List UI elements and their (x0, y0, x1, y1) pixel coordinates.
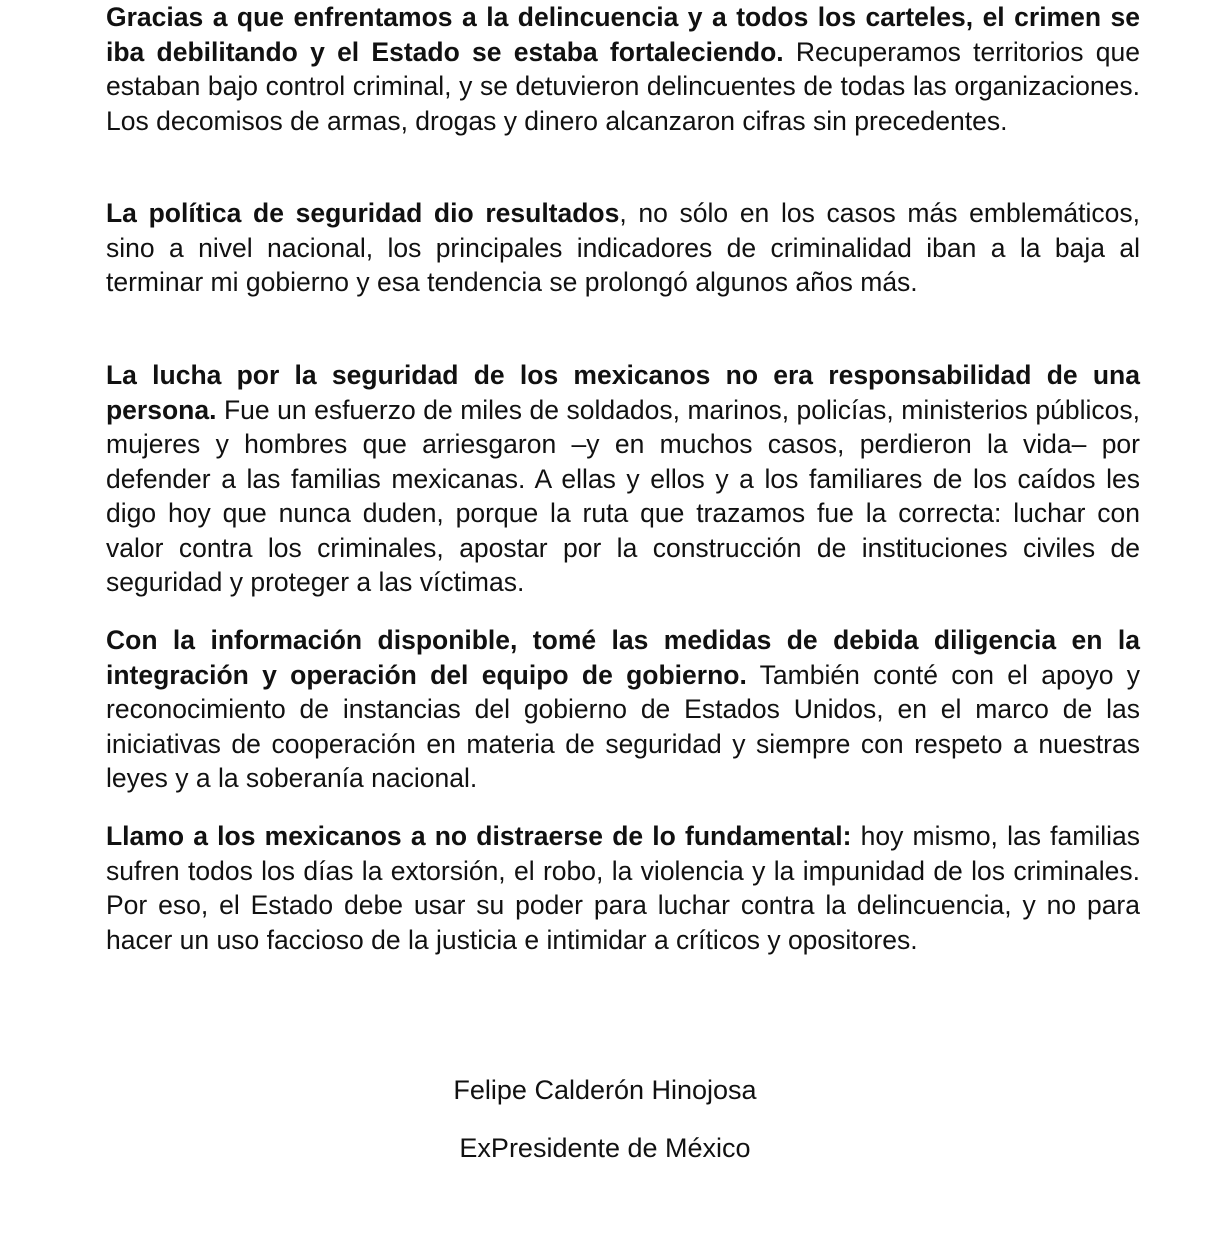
paragraph-5-text: hoy mismo, las familias sufren todos los días la extorsión, el robo, la violencia y la impunidad de los criminales. Por eso, el Estado debe usar su poder para luchar contra la delincuencia, y no para hacer un uso faccioso de la justicia e intimidar a críticos y opositores. (106, 821, 1140, 955)
paragraph-2 (106, 196, 1140, 300)
paragraph-1-bold: Gracias a que enfrentamos a la delincuencia y a todos los carteles, el crimen se iba debilitando y el Estado se estaba fortaleciendo. (106, 2, 1140, 67)
paragraph-5-bold: Llamo a los mexicanos a no distraerse de lo fundamental: (106, 821, 852, 851)
paragraph-4-text: También conté con el apoyo y reconocimiento de instancias del gobierno de Estados Unidos, en el marco de las iniciativas de cooperación en materia de seguridad y siempre con respeto a nuestras leyes y a la soberanía nacional. (106, 659, 1140, 793)
paragraph-5 (106, 819, 1140, 957)
paragraph-3-bold: La lucha por la seguridad de los mexicanos no era responsabilidad de una persona. (106, 360, 1140, 425)
paragraph-3 (106, 358, 1140, 600)
signature-name: Felipe Calderón Hinojosa (453, 1075, 757, 1105)
paragraph-4 (106, 623, 1140, 796)
paragraph-2-text: , no sólo en los casos más emblemáticos, sino a nivel nacional, los principales indicadores de criminalidad iban a la baja al terminar mi gobierno y esa tendencia se prolongó algunos años más. (106, 198, 1140, 297)
signature-title: ExPresidente de México (459, 1133, 751, 1163)
paragraph-1-text: Recuperamos territorios que estaban bajo control criminal, y se detuvieron delincuentes de todas las organizaciones. Los decomisos de armas, drogas y dinero alcanzaron cifras sin precedentes. (106, 36, 1140, 136)
paragraph-2-bold: La política de seguridad dio resultados (106, 198, 620, 228)
paragraph-1 (106, 0, 1140, 138)
paragraph-3-text: Fue un esfuerzo de miles de soldados, marinos, policías, ministerios públicos, mujeres y hombres que arriesgaron –y en muchos casos, perdieron la vida– por defender a las familias mexicanas. A ellas y ellos y a los familiares de los caídos les digo hoy que nunca duden, porque la ruta que trazamos fue la correcta: luchar con valor contra los criminales, apostar por la construcción de instituciones civiles de seguridad y proteger a las víctimas. (106, 394, 1140, 597)
paragraph-4-bold: Con la información disponible, tomé las medidas de debida diligencia en la integración y operación del equipo de gobierno. (106, 625, 1140, 690)
